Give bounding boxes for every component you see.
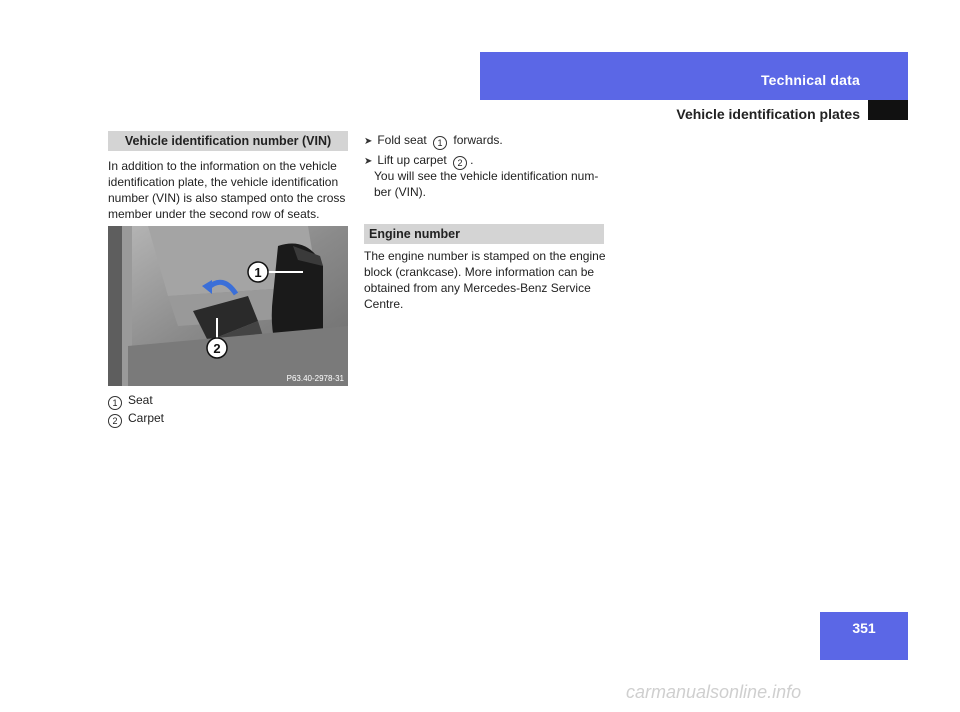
engine-heading: Engine number	[369, 227, 460, 241]
vin-heading: Vehicle identification number (VIN)	[124, 134, 332, 148]
vin-paragraph	[108, 158, 353, 222]
vin-location-photo	[108, 226, 348, 386]
step-result	[374, 168, 624, 200]
step-arrow-icon: ➤	[364, 156, 373, 167]
step-text: Fold seat	[377, 133, 427, 147]
callout-1: 1	[254, 265, 262, 280]
legend-label: Seat	[128, 393, 153, 407]
engine-paragraph-line: block (crankcase). More information can be	[364, 265, 595, 279]
vin-paragraph-line: identification plate, the vehicle identification	[108, 175, 339, 189]
step-text: forwards.	[453, 133, 503, 147]
section-header-tab	[480, 52, 908, 100]
engine-paragraph-line: Centre.	[364, 297, 404, 311]
legend-number: 2	[108, 414, 122, 428]
thumb-marker	[868, 100, 908, 120]
callout-2: 2	[213, 341, 221, 356]
step-text: .	[470, 153, 474, 167]
step-ref-number: 2	[453, 156, 467, 170]
page-number: 351	[852, 620, 876, 636]
photo-illustration	[108, 226, 348, 386]
engine-paragraph	[364, 248, 609, 312]
engine-paragraph-line: The engine number is stamped on the engine	[364, 249, 606, 263]
step-arrow-icon: ➤	[364, 136, 373, 147]
section-title: Technical data	[760, 72, 860, 88]
vin-heading-bar	[108, 131, 348, 151]
step-ref-number: 1	[433, 136, 447, 150]
figure-code: P63.40-2978-31	[286, 374, 344, 383]
engine-heading-bar	[364, 224, 604, 244]
legend-label: Carpet	[128, 411, 165, 425]
vin-paragraph-line: number (VIN) is also stamped onto the cross	[108, 191, 346, 205]
step-result-line: You will see the vehicle identification num-	[374, 169, 599, 183]
legend-item	[108, 410, 164, 428]
subsection-title: Vehicle identification plates	[676, 106, 860, 122]
step-text: Lift up carpet	[377, 153, 447, 167]
vin-paragraph-line: In addition to the information on the vehicle	[108, 159, 337, 173]
step-fold-seat	[364, 132, 614, 150]
engine-paragraph-line: obtained from any Mercedes-Benz Service	[364, 281, 591, 295]
step-result-line: ber (VIN).	[374, 185, 427, 199]
watermark: carmanualsonline.info	[626, 682, 802, 702]
legend-number: 1	[108, 396, 122, 410]
vin-paragraph-line: member under the second row of seats.	[108, 207, 320, 221]
page-number-box	[820, 612, 908, 660]
legend-item	[108, 392, 153, 410]
